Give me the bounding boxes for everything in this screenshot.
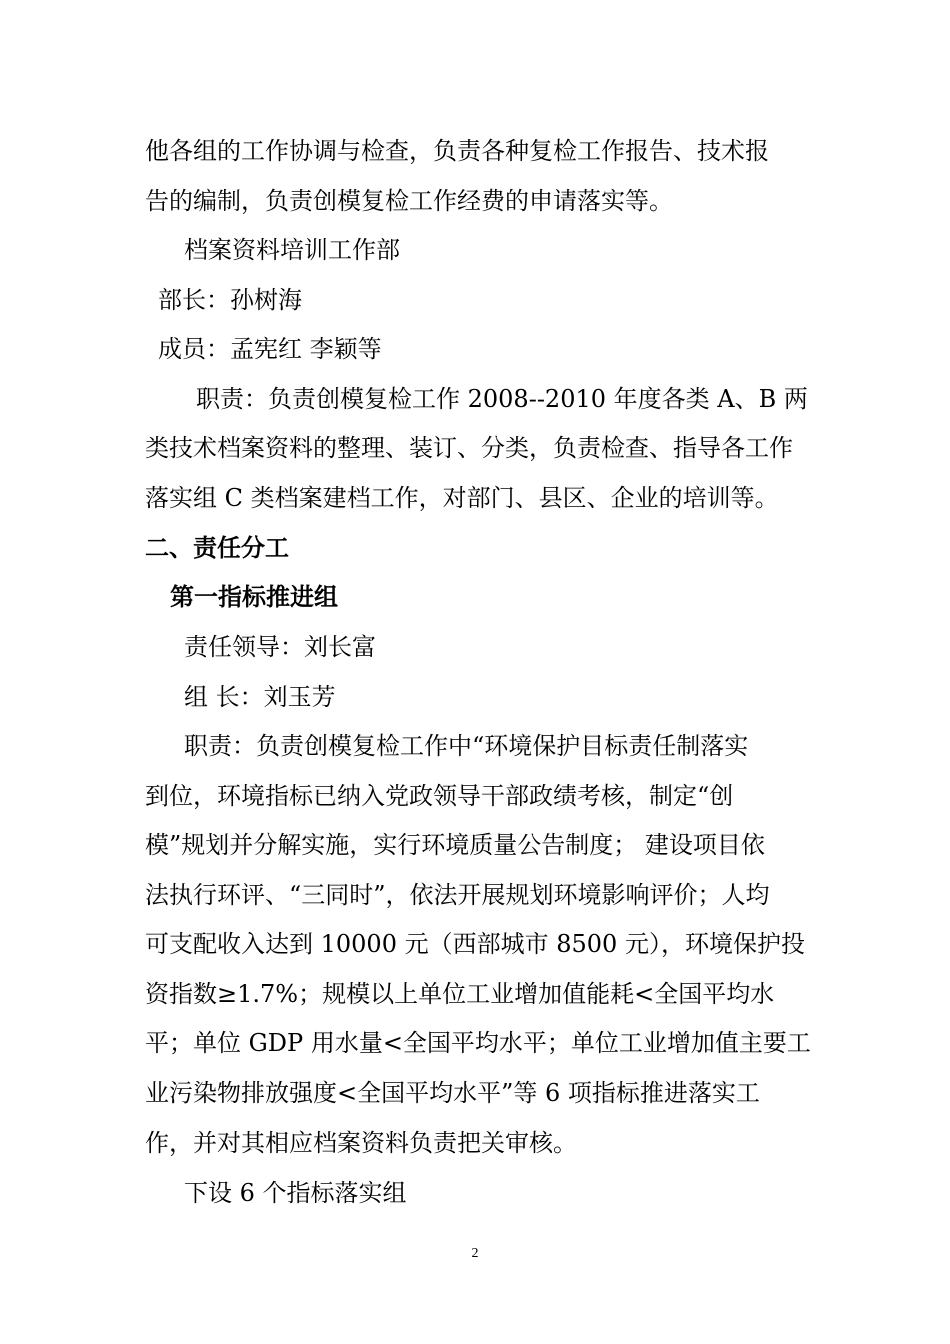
duties-text-line: 业污染物排放强度<全国平均水平”等 6 项指标推进落实工 — [145, 1079, 760, 1107]
body-text-line: 告的编制，负责创模复检工作经费的申请落实等。 — [145, 187, 673, 215]
duties-text-line: 平；单位 GDP 用水量<全国平均水平；单位工业增加值主要工 — [145, 1029, 811, 1057]
subheading-group-one: 第一指标推进组 — [170, 583, 338, 611]
section-title: 档案资料培训工作部 — [184, 236, 400, 264]
leader-line: 责任领导：刘长富 — [184, 633, 376, 661]
duties-text-line: 资指数≥1.7%；规模以上单位工业增加值能耗<全国平均水 — [145, 980, 775, 1008]
duties-text-line: 类技术档案资料的整理、装订、分类，负责检查、指导各工作 — [145, 434, 793, 462]
members-line: 成员：孟宪红 李颖等 — [158, 335, 382, 363]
duties-text-line: 落实组 C 类档案建档工作，对部门、县区、企业的培训等。 — [145, 484, 779, 512]
duties-text-line: 到位，环境指标已纳入党政领导干部政绩考核，制定“创 — [145, 782, 734, 810]
duties-text-line: 法执行环评、“三同时”，依法开展规划环境影响评价；人均 — [145, 881, 770, 909]
duties-text-line: 作，并对其相应档案资料负责把关审核。 — [145, 1129, 577, 1157]
group-head-line: 组 长：刘玉芳 — [184, 683, 336, 711]
sub-groups-line: 下设 6 个指标落实组 — [184, 1179, 407, 1207]
body-text-line: 他各组的工作协调与检查，负责各种复检工作报告、技术报 — [145, 137, 769, 165]
duties-text-line: 职责：负责创模复检工作中“环境保护目标责任制落实 — [184, 732, 749, 760]
duties-text-line: 模”规划并分解实施，实行环境质量公告制度； 建设项目依 — [145, 831, 765, 859]
minister-line: 部长：孙树海 — [158, 286, 302, 314]
heading-responsibility: 二、责任分工 — [145, 534, 289, 562]
duties-text-line: 可支配收入达到 10000 元（西部城市 8500 元），环境保护投 — [145, 930, 805, 958]
duties-text-line: 职责：负责创模复检工作 2008--2010 年度各类 A、B 两 — [196, 385, 808, 413]
page-number: 2 — [471, 1246, 479, 1261]
